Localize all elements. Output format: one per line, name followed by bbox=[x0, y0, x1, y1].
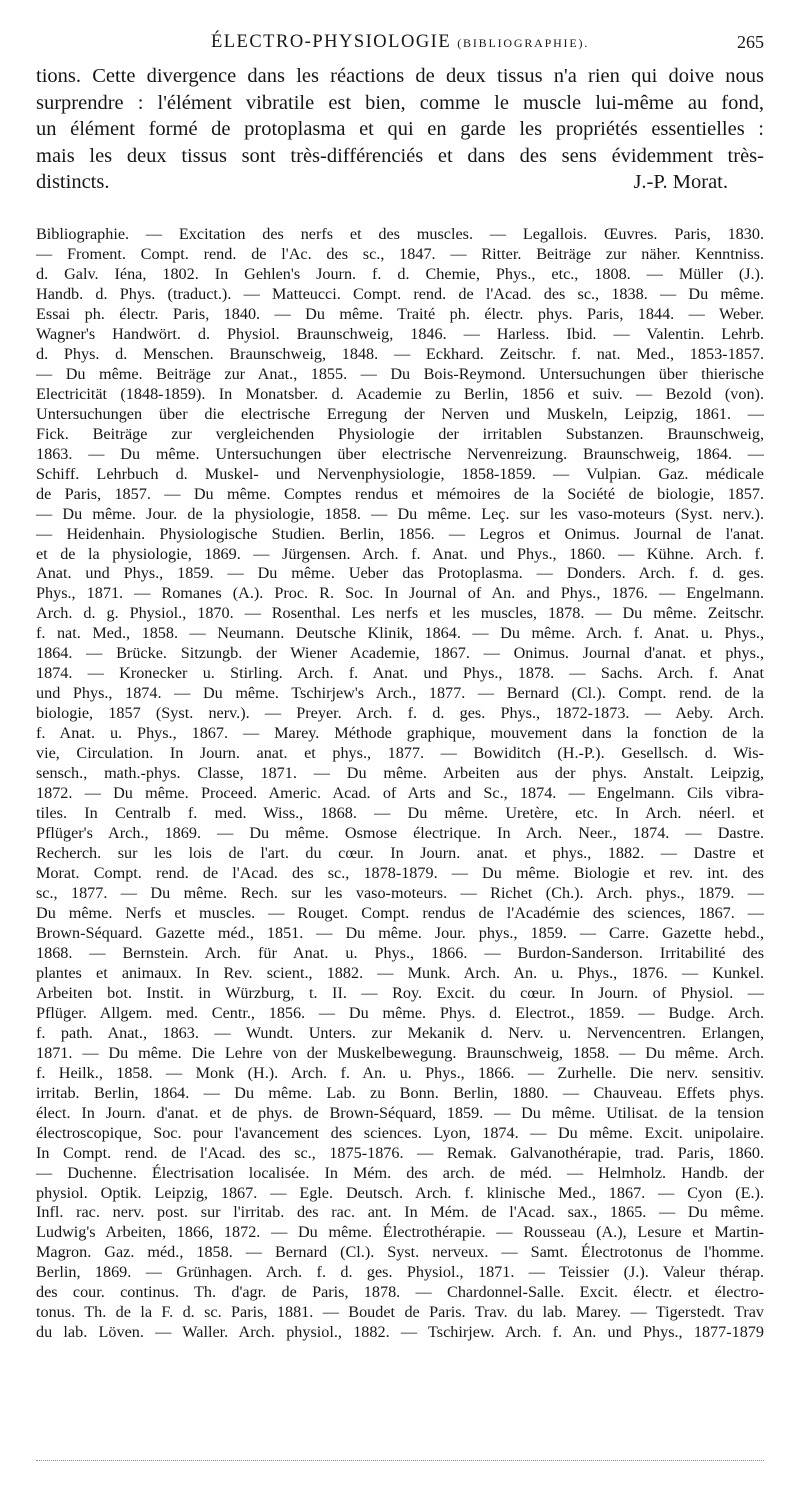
bibliography-line: Essai ph. électr. Paris, 1840. — Du même. Traité ph. électr. phys. Paris, 1844. — Weber. bbox=[36, 304, 764, 323]
footer-dotted-rule bbox=[36, 1460, 764, 1461]
bibliography-line: sensch., math.-phys. Classe, 1871. — Du même. Arbeiten aus der phys. Anstalt. Leipzig, bbox=[36, 764, 764, 783]
bibliography-line: Anat. und Phys., 1859. — Du même. Ueber das Protoplasma. — Donders. Arch. f. d. ges. bbox=[36, 564, 764, 583]
bibliography-line: et de la physiologie, 1869. — Jürgensen. Arch. f. Anat. und Phys., 1860. — Kühne. Arch. f. bbox=[36, 544, 764, 563]
bibliography-line: Phys., 1871. — Romanes (A.). Proc. R. Soc. In Journal of An. and Phys., 1876. — Engelmann. bbox=[36, 584, 764, 603]
bibliography-line: — Froment. Compt. rend. de l'Ac. des sc., 1847. — Ritter. Beiträge zur näher. Kenntniss. bbox=[36, 244, 764, 263]
bibliography-line: des cour. continus. Th. d'agr. de Paris, 1878. — Chardonnel-Salle. Excit. électr. et électro- bbox=[36, 1283, 764, 1302]
bibliography-line: 1871. — Du même. Die Lehre von der Muskelbewegung. Braunschweig, 1858. — Du même. Arch. bbox=[36, 1043, 764, 1062]
bibliography-line: 1868. — Bernstein. Arch. für Anat. u. Phys., 1866. — Burdon-Sanderson. Irritabilité des bbox=[36, 943, 764, 962]
bibliography-line: électroscopique, Soc. pour l'avancement des sciences. Lyon, 1874. — Du même. Excit. unipolaire. bbox=[36, 1123, 764, 1142]
bibliography-line: de Paris, 1857. — Du même. Comptes rendus et mémoires de la Société de biologie, 1857. bbox=[36, 484, 764, 503]
bibliography-line: Fick. Beiträge zur vergleichenden Physiologie der irritablen Substanzen. Braunschweig, bbox=[36, 424, 764, 443]
bibliography-line: f. Heilk., 1858. — Monk (H.). Arch. f. An. u. Phys., 1866. — Zurhelle. Die nerv. sensitiv. bbox=[36, 1063, 764, 1082]
bibliography-line: Recherch. sur les lois de l'art. du cœur. In Journ. anat. et phys., 1882. — Dastre et bbox=[36, 844, 764, 863]
bibliography-line: In Compt. rend. de l'Acad. des sc., 1875-1876. — Remak. Galvanothérapie, trad. Paris, 1860. bbox=[36, 1143, 764, 1162]
paragraph-line: distincts. bbox=[36, 171, 110, 193]
bibliography-line: Untersuchungen über die electrische Erregung der Nerven und Muskeln, Leipzig, 1861. — bbox=[36, 404, 764, 423]
bibliography-line: Schiff. Lehrbuch d. Muskel- und Nervenphysiologie, 1858-1859. — Vulpian. Gaz. médicale bbox=[36, 464, 764, 483]
bibliography-line: Infl. rac. nerv. post. sur l'irritab. des rac. ant. In Mém. de l'Acad. sax., 1865. — Du même. bbox=[36, 1203, 764, 1222]
bibliography-line: Brown-Séquard. Gazette méd., 1851. — Du même. Jour. phys., 1859. — Carre. Gazette hebd., bbox=[36, 923, 764, 942]
bibliography-line: und Phys., 1874. — Du même. Tschirjew's Arch., 1877. — Bernard (Cl.). Compt. rend. de la bbox=[36, 684, 764, 703]
paragraph-line: un élément formé de protoplasma et qui en garde les propriétés essentielles : bbox=[36, 118, 764, 140]
bibliography-line: Magron. Gaz. méd., 1858. — Bernard (Cl.). Syst. nerveux. — Samt. Électrotonus de l'homme. bbox=[36, 1243, 764, 1262]
bibliography-line: vie, Circulation. In Journ. anat. et phys., 1877. — Bowiditch (H.-P.). Gesellsch. d. Wis- bbox=[36, 744, 764, 763]
bibliography-line: irritab. Berlin, 1864. — Du même. Lab. zu Bonn. Berlin, 1880. — Chauveau. Effets phys. bbox=[36, 1083, 764, 1102]
bibliography-line: — Duchenne. Électrisation localisée. In Mém. des arch. de méd. — Helmholz. Handb. der bbox=[36, 1163, 764, 1182]
bibliography-line: élect. In Journ. d'anat. et de phys. de Brown-Séquard, 1859. — Du même. Utilisat. de la tension bbox=[36, 1103, 764, 1122]
bibliography-line: Pflüger. Allgem. med. Centr., 1856. — Du même. Phys. d. Electrot., 1859. — Budge. Arch. bbox=[36, 1003, 764, 1022]
title-subtitle: (BIBLIOGRAPHIE). bbox=[457, 36, 590, 50]
bibliography-line: sc., 1877. — Du même. Rech. sur les vaso-moteurs. — Richet (Ch.). Arch. phys., 1879. — bbox=[36, 883, 764, 902]
bibliography-line: — Heidenhain. Physiologische Studien. Berlin, 1856. — Legros et Onimus. Journal de l'anat. bbox=[36, 524, 764, 543]
bibliography-line: — Du même. Jour. de la physiologie, 1858. — Du même. Leç. sur les vaso-moteurs (Syst. nerv.). bbox=[36, 504, 764, 523]
running-header bbox=[36, 32, 764, 56]
bibliography-line: biologie, 1857 (Syst. nerv.). — Preyer. Arch. f. d. ges. Phys., 1872-1873. — Aeby. Arch. bbox=[36, 704, 764, 723]
author-signature: J.-P. Morat. bbox=[633, 171, 728, 193]
bibliography-line: f. Anat. u. Phys., 1867. — Marey. Méthode graphique, mouvement dans la fonction de la bbox=[36, 724, 764, 743]
bibliography-line: d. Phys. d. Menschen. Braunschweig, 1848. — Eckhard. Zeitschr. f. nat. Med., 1853-1857. bbox=[36, 344, 764, 363]
bibliography-line: Wagner's Handwört. d. Physiol. Braunschweig, 1846. — Harless. Ibid. — Valentin. Lehrb. bbox=[36, 324, 764, 343]
bibliography-line: — Du même. Beiträge zur Anat., 1855. — Du Bois-Reymond. Untersuchungen über thierische bbox=[36, 364, 764, 383]
bibliography-line: Electricität (1848-1859). In Monatsber. d. Academie zu Berlin, 1856 et suiv. — Bezold (von). bbox=[36, 384, 764, 403]
closing-paragraph bbox=[36, 63, 764, 196]
bibliography-line: 1874. — Kronecker u. Stirling. Arch. f. Anat. und Phys., 1878. — Sachs. Arch. f. Anat bbox=[36, 664, 764, 683]
bibliography-line: Arbeiten bot. Instit. in Würzburg, t. II. — Roy. Excit. du cœur. In Journ. of Physiol. — bbox=[36, 983, 764, 1002]
bibliography-line: physiol. Optik. Leipzig, 1867. — Egle. Deutsch. Arch. f. klinische Med., 1867. — Cyon (E.). bbox=[36, 1183, 764, 1202]
bibliography-line: f. nat. Med., 1858. — Neumann. Deutsche Klinik, 1864. — Du même. Arch. f. Anat. u. Phys., bbox=[36, 624, 764, 643]
bibliography-line: tonus. Th. de la F. d. sc. Paris, 1881. — Boudet de Paris. Trav. du lab. Marey. — Tigerstedt. Trav bbox=[36, 1303, 764, 1322]
bibliography-line bbox=[36, 1343, 764, 1363]
bibliography-line: Berlin, 1869. — Grünhagen. Arch. f. d. ges. Physiol., 1871. — Teissier (J.). Valeur thérap. bbox=[36, 1263, 764, 1282]
bibliography-line: Du même. Nerfs et muscles. — Rouget. Compt. rendus de l'Académie des sciences, 1867. — bbox=[36, 903, 764, 922]
bibliography-line: 1863. — Du même. Untersuchungen über electrische Nervenreizung. Braunschweig, 1864. — bbox=[36, 444, 764, 463]
bibliography-line: Ludwig's Arbeiten, 1866, 1872. — Du même. Électrothérapie. — Rousseau (A.), Lesure et Martin- bbox=[36, 1223, 764, 1242]
paragraph-line: surprendre : l'élément vibratile est bien, comme le muscle lui-même au fond, bbox=[36, 91, 764, 114]
bibliography-line: Handb. d. Phys. (traduct.). — Matteucci. Compt. rend. de l'Acad. des sc., 1838. — Du même. bbox=[36, 284, 764, 303]
bibliography-line: Morat. Compt. rend. de l'Acad. des sc., 1878-1879. — Du même. Biologie et rev. int. des bbox=[36, 864, 764, 882]
bibliography-line: d. Galv. Iéna, 1802. In Gehlen's Journ. f. d. Chemie, Phys., etc., 1808. — Müller (J.). bbox=[36, 264, 764, 283]
bibliography-line: du lab. Löven. — Waller. Arch. physiol., 1882. — Tschirjew. Arch. f. An. und Phys., 1877-1879 bbox=[36, 1323, 764, 1342]
running-title bbox=[36, 32, 764, 53]
bibliography-line: Bibliographie. — Excitation des nerfs et des muscles. — Legallois. Œuvres. Paris, 1830. bbox=[36, 225, 764, 243]
bibliography-line: 1864. — Brücke. Sitzungb. der Wiener Academie, 1867. — Onimus. Journal d'anat. et phys., bbox=[36, 644, 764, 663]
bibliography-section bbox=[36, 225, 764, 1363]
paragraph-line: mais les deux tissus sont très-différenciés et dans des sens évidemment très- bbox=[36, 144, 764, 167]
title-text: ÉLECTRO-PHYSIOLOGIE bbox=[210, 32, 452, 52]
bibliography-line: tiles. In Centralb f. med. Wiss., 1868. — Du même. Uretère, etc. In Arch. néerl. et bbox=[36, 804, 764, 823]
bibliography-line: plantes et animaux. In Rev. scient., 1882. — Munk. Arch. An. u. Phys., 1876. — Kunkel. bbox=[36, 963, 764, 982]
page-number: 265 bbox=[737, 32, 764, 52]
bibliography-line: Arch. d. g. Physiol., 1870. — Rosenthal. Les nerfs et les muscles, 1878. — Du même. Zeitschr. bbox=[36, 604, 764, 623]
bibliography-line: Pflüger's Arch., 1869. — Du même. Osmose électrique. In Arch. Neer., 1874. — Dastre. bbox=[36, 824, 764, 843]
paragraph-last-line bbox=[36, 169, 764, 196]
bibliography-line: f. path. Anat., 1863. — Wundt. Unters. zur Mekanik d. Nerv. u. Nervencentren. Erlangen, bbox=[36, 1023, 764, 1042]
paragraph-line: tions. Cette divergence dans les réactions de deux tissus n'a rien qui doive nous bbox=[36, 65, 764, 87]
bibliography-line: 1872. — Du même. Proceed. Americ. Acad. of Arts and Sc., 1874. — Engelmann. Cils vibra- bbox=[36, 784, 764, 803]
